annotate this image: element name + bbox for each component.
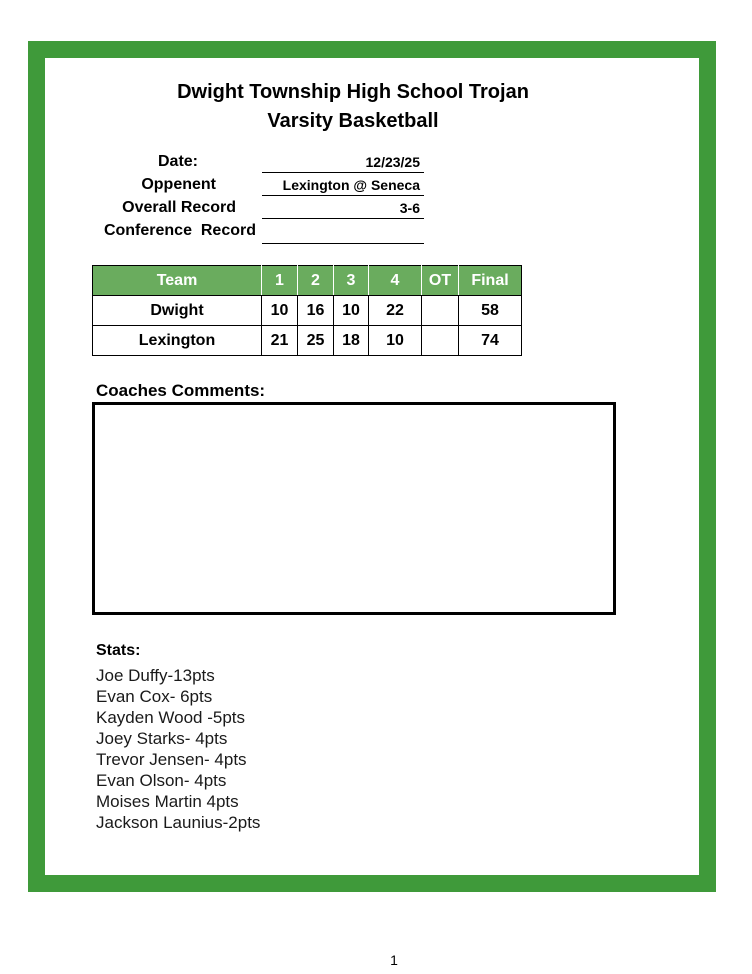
header-final: Final: [459, 266, 522, 296]
team-name-cell: Lexington: [93, 326, 262, 356]
header-q2: 2: [298, 266, 334, 296]
list-item: Joe Duffy-13pts: [96, 666, 215, 685]
score-header-row: [93, 266, 522, 296]
ot-cell: [422, 326, 459, 356]
q4-cell: 10: [369, 326, 422, 356]
header-ot: OT: [422, 266, 459, 296]
page-number: 1: [390, 952, 398, 968]
list-item: Evan Cox- 6pts: [96, 687, 213, 706]
ot-cell: [422, 296, 459, 326]
list-item: Jackson Launius-2pts: [96, 813, 261, 832]
school-title: Dwight Township High School Trojan: [177, 81, 529, 103]
final-cell: 58: [459, 296, 522, 326]
list-item: Trevor Jensen- 4pts: [96, 750, 247, 769]
conference-record-label: Conference Record: [103, 222, 256, 239]
overall-record-value: 3-6: [262, 198, 424, 219]
q3-cell: 18: [334, 326, 369, 356]
list-item: Joey Starks- 4pts: [96, 729, 228, 748]
header-team: Team: [93, 266, 262, 296]
q1-cell: 21: [262, 326, 298, 356]
coaches-comments-label: Coaches Comments:: [96, 381, 266, 400]
list-item: Evan Olson- 4pts: [96, 771, 227, 790]
header-q4: 4: [369, 266, 422, 296]
q3-cell: 10: [334, 296, 369, 326]
stats-label: Stats:: [96, 642, 141, 659]
stats-list: [96, 665, 260, 833]
conference-record-value: [262, 223, 424, 244]
team-subtitle: Varsity Basketball: [267, 110, 439, 132]
date-value: 12/23/25: [262, 152, 424, 173]
q1-cell: 10: [262, 296, 298, 326]
list-item: Moises Martin 4pts: [96, 792, 239, 811]
table-row: [93, 326, 522, 356]
opponent-label: Oppenent: [141, 176, 216, 193]
q2-cell: 25: [298, 326, 334, 356]
header-q1: 1: [262, 266, 298, 296]
opponent-value: Lexington @ Seneca: [262, 175, 424, 196]
overall-record-label: Overall Record: [122, 199, 236, 216]
team-name-cell: Dwight: [93, 296, 262, 326]
date-label: Date:: [157, 153, 198, 170]
header-q3: 3: [334, 266, 369, 296]
table-row: [93, 296, 522, 326]
q4-cell: 22: [369, 296, 422, 326]
q2-cell: 16: [298, 296, 334, 326]
coaches-comments-box: [92, 402, 616, 615]
final-cell: 74: [459, 326, 522, 356]
list-item: Kayden Wood -5pts: [96, 708, 245, 727]
score-table: [92, 265, 522, 356]
